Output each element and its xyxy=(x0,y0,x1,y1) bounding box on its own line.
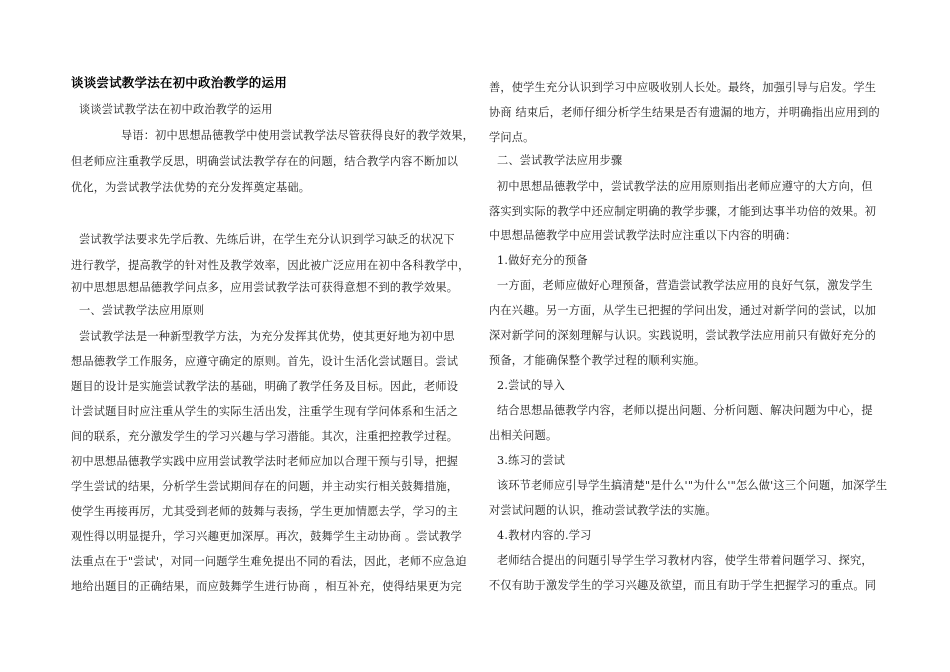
paragraph-line: 学问点。 xyxy=(489,131,535,144)
paragraph-line: 地给出题目的正确结果，而应鼓舞学生进行协商 ，相互补充，使得结果更为完 xyxy=(71,580,462,593)
intro-line: 导语：初中思想品德教学中使用尝试教学法尽管获得良好的教学效果， xyxy=(121,129,475,142)
section-heading-1: 一、尝试教学法应用原则 xyxy=(79,304,205,317)
paragraph-line: 结合思想品德教学内容，老师以提出问题、分析问题、解决问题为中心，提 xyxy=(497,404,873,417)
paragraph-line: 使学生再接再厉，尤其受到老师的鼓舞与表扬，学生更加情愿去学，学习的主 xyxy=(71,505,459,518)
paragraph-line: 间的联系，充分激发学生的学习兴趣与学习潜能。其次，注重把控教学过程。 xyxy=(71,430,459,443)
paragraph-line: 善，使学生充分认识到学习中应吸收别人长处。最终，加强引导与启发。学生 xyxy=(489,81,877,94)
paragraph-line: 初中思想品德教学中，尝试教学法的应用原则指出老师应遵守的大方向，但 xyxy=(497,180,873,193)
paragraph-line: 观性得以明显提升，学习兴趣更加深厚。再次，鼓舞学生主动协商 。尝试教学 xyxy=(71,530,462,543)
paragraph-line: 对尝试问题的认识，推动尝试教学法的实施。 xyxy=(489,504,717,517)
subheading-step-4: 4.教材内容的.学习 xyxy=(497,529,592,542)
paragraph-line: 学生尝试的结果，分析学生尝试期间存在的问题，并主动实行相关鼓舞措施， xyxy=(71,480,459,493)
document-title: 谈谈尝试教学法在初中政治教学的运用 xyxy=(71,75,287,90)
paragraph-line: 落实到实际的教学中还应制定明确的教学步骤，才能到达事半功倍的效果。初 xyxy=(489,205,877,218)
paragraph-line: 题目的设计是实施尝试教学法的基础，明确了教学任务及目标。因此，老师设 xyxy=(71,380,459,393)
paragraph-line: 协商 结束后，老师仔细分析学生结果是否有遗漏的地方，并明确指出应用到的 xyxy=(489,106,880,119)
paragraph-line: 预备，才能确保整个教学过程的顺利实施。 xyxy=(489,354,706,367)
paragraph-line: 老师结合提出的问题引导学生学习教材内容，使学生带着问题学习、探究， xyxy=(497,554,873,567)
paragraph-line: 尝试教学法要求先学后教、先练后讲，在学生充分认识到学习缺乏的状况下 xyxy=(79,233,455,246)
paragraph-line: 不仅有助于激发学生的学习兴趣及欲望，而且有助于学生把握学习的重点。同 xyxy=(489,579,877,592)
paragraph-line: 计尝试题目时应注重从学生的实际生活出发，注重学生现有学问体系和生活之 xyxy=(71,405,459,418)
paragraph-line: 中思想品德教学中应用尝试教学法时应注重以下内容的明确： xyxy=(489,229,797,242)
paragraph-line: 深对新学问的深刻理解与认识。实践说明，尝试教学法应用前只有做好充分的 xyxy=(489,329,877,342)
paragraph-line: 该环节老师应引导学生搞清楚"是什么'"为什么'"怎么做'这三个问题，加深学生 xyxy=(497,479,888,492)
paragraph-line: 进行教学，提高教学的针对性及教学效率，因此被广泛应用在初中各科教学中， xyxy=(71,259,470,272)
paragraph-line: 初中思想品德教学实践中应用尝试教学法时老师应加以合理干预与引导，把握 xyxy=(71,455,459,468)
paragraph-line: 法重点在于"尝试'，对同一问题学生难免提出不同的看法，因此，老师不应急迫 xyxy=(71,555,467,568)
paragraph-line: 出相关问题。 xyxy=(489,429,558,442)
subheading-step-3: 3.练习的尝试 xyxy=(497,454,566,467)
intro-line: 但老师应注重教学反思，明确尝试法教学存在的问题，结合教学内容不断加以 xyxy=(71,155,459,168)
subheading-step-1: 1.做好充分的预备 xyxy=(497,254,588,267)
section-heading-2: 二、尝试教学法应用步骤 xyxy=(497,154,623,167)
intro-line: 优化，为尝试教学法优势的充分发挥奠定基础。 xyxy=(71,181,311,194)
subtitle-line: 谈谈尝试教学法在初中政治教学的运用 xyxy=(79,103,273,116)
subheading-step-2: 2.尝试的导入 xyxy=(497,379,566,392)
paragraph-line: 想品德教学工作服务，应遵守确定的原则。首先，设计生活化尝试题目。尝试 xyxy=(71,355,459,368)
paragraph-line: 初中思想思想品德教学问点多，应用尝试教学法可获得意想不到的教学效果。 xyxy=(71,281,459,294)
paragraph-line: 一方面，老师应做好心理预备，营造尝试教学法应用的良好气氛，激发学生 xyxy=(497,279,873,292)
paragraph-line: 尝试教学法是一种新型教学方法，为充分发挥其优势，使其更好地为初中思 xyxy=(79,330,455,343)
paragraph-line: 内在兴趣。另一方面，从学生已把握的学问出发，通过对新学问的尝试，以加 xyxy=(489,304,877,317)
